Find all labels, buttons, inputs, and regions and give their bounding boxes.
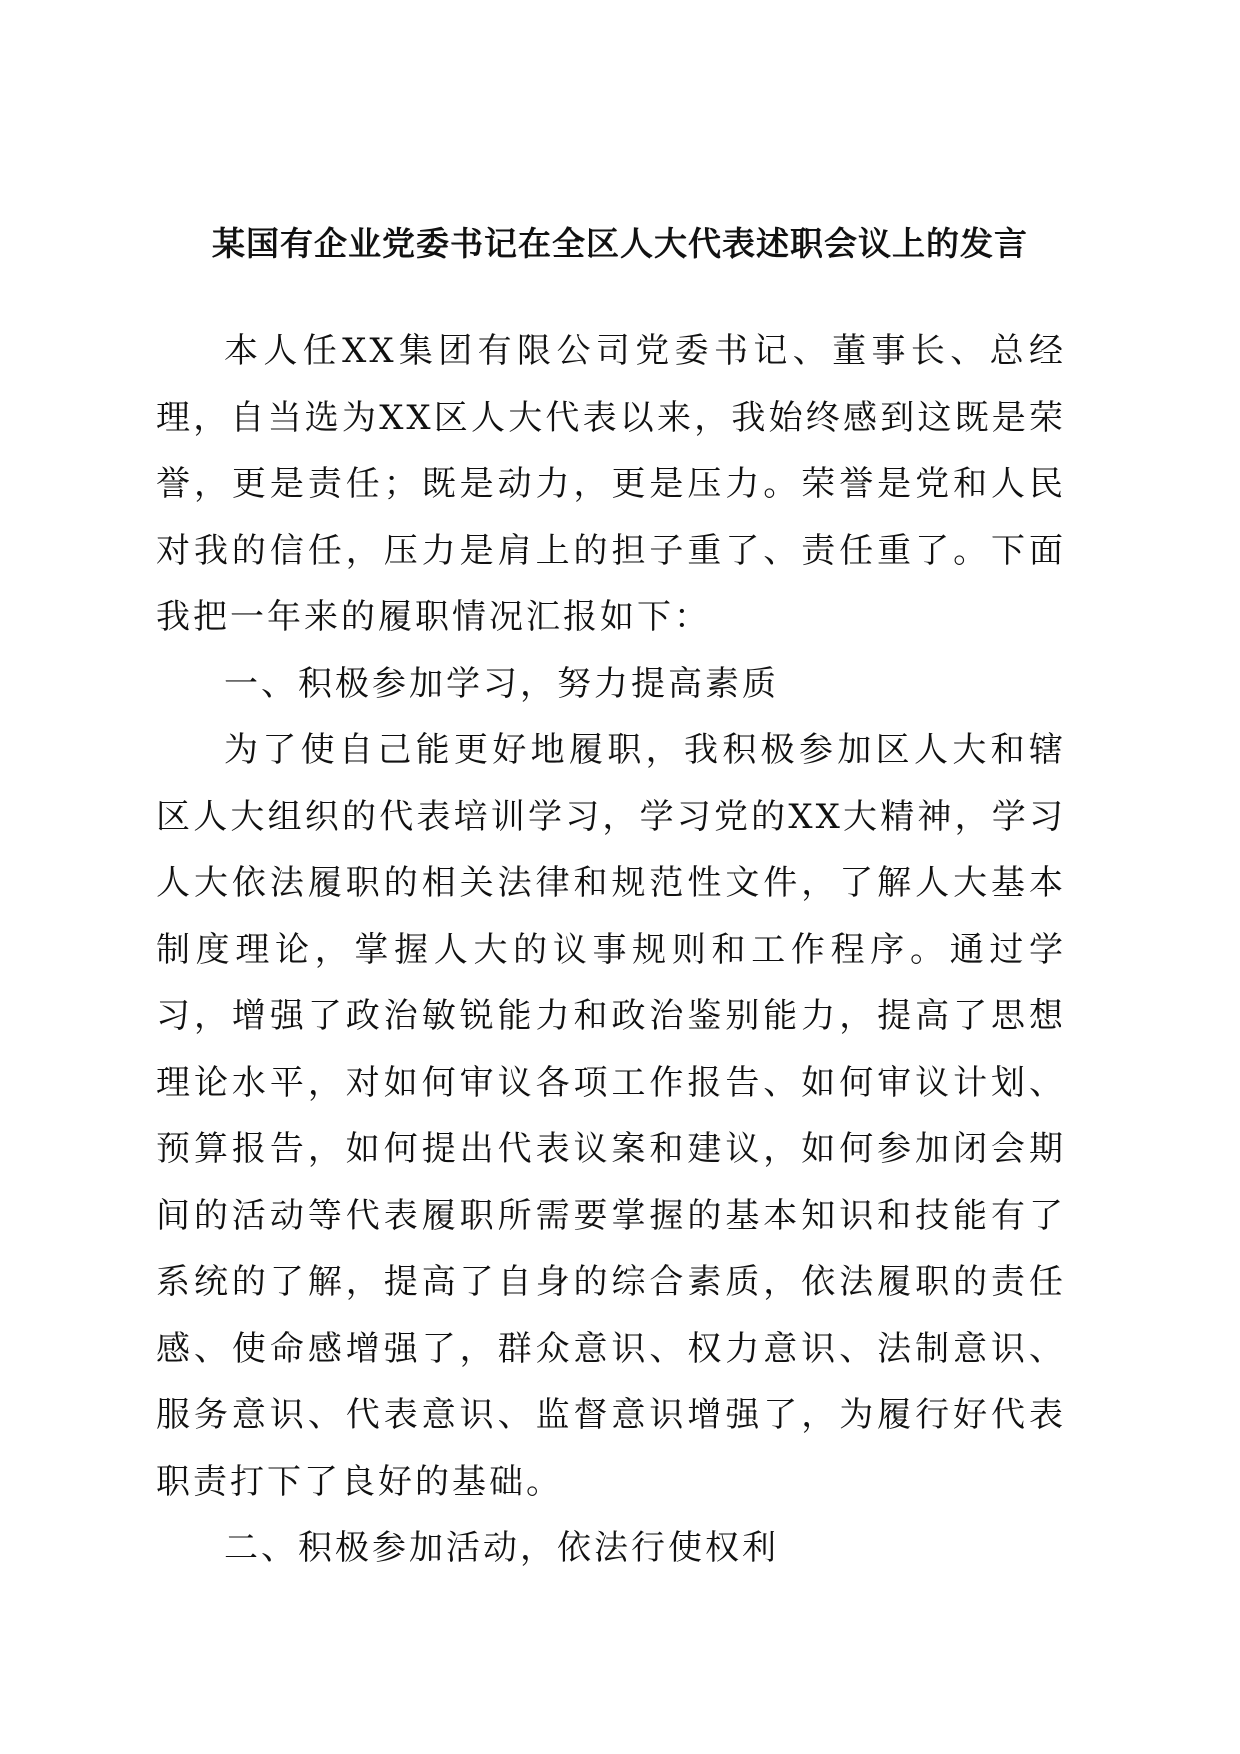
intro-paragraph: 本人任XX集团有限公司党委书记、董事长、总经理，自当选为XX区人大代表以来，我始终感到这既是荣誉，更是责任；既是动力，更是压力。荣誉是党和人民对我的信任，压力是肩上的担子重了、责任重了。下面我把一年来的履职情况汇报如下：	[156, 331, 1066, 637]
section-heading-2: 二、积极参加活动，依法行使权利	[224, 1528, 779, 1568]
section-1-paragraph: 为了使自己能更好地履职，我积极参加区人大和辖区人大组织的代表培训学习，学习党的XX大精神，学习人大依法履职的相关法律和规范性文件，了解人大基本制度理论，掌握人大的议事规则和工作程序。通过学习，增强了政治敏锐能力和政治鉴别能力，提高了思想理论水平，对如何审议各项工作报告、如何审议计划、预算报告，如何提出代表议案和建议，如何参加闭会期间的活动等代表履职所需要掌握的基本知识和技能有了系统的了解，提高了自身的综合素质，依法履职的责任感、使命感增强了，群众意识、权力意识、法制意识、服务意识、代表意识、监督意识增强了，为履行好代表职责打下了良好的基础。	[156, 730, 1066, 1502]
section-heading-1: 一、积极参加学习，努力提高素质	[224, 663, 779, 704]
document-title: 某国有企业党委书记在全区人大代表述职会议上的发言	[212, 224, 1028, 263]
document-body	[156, 318, 1066, 1582]
